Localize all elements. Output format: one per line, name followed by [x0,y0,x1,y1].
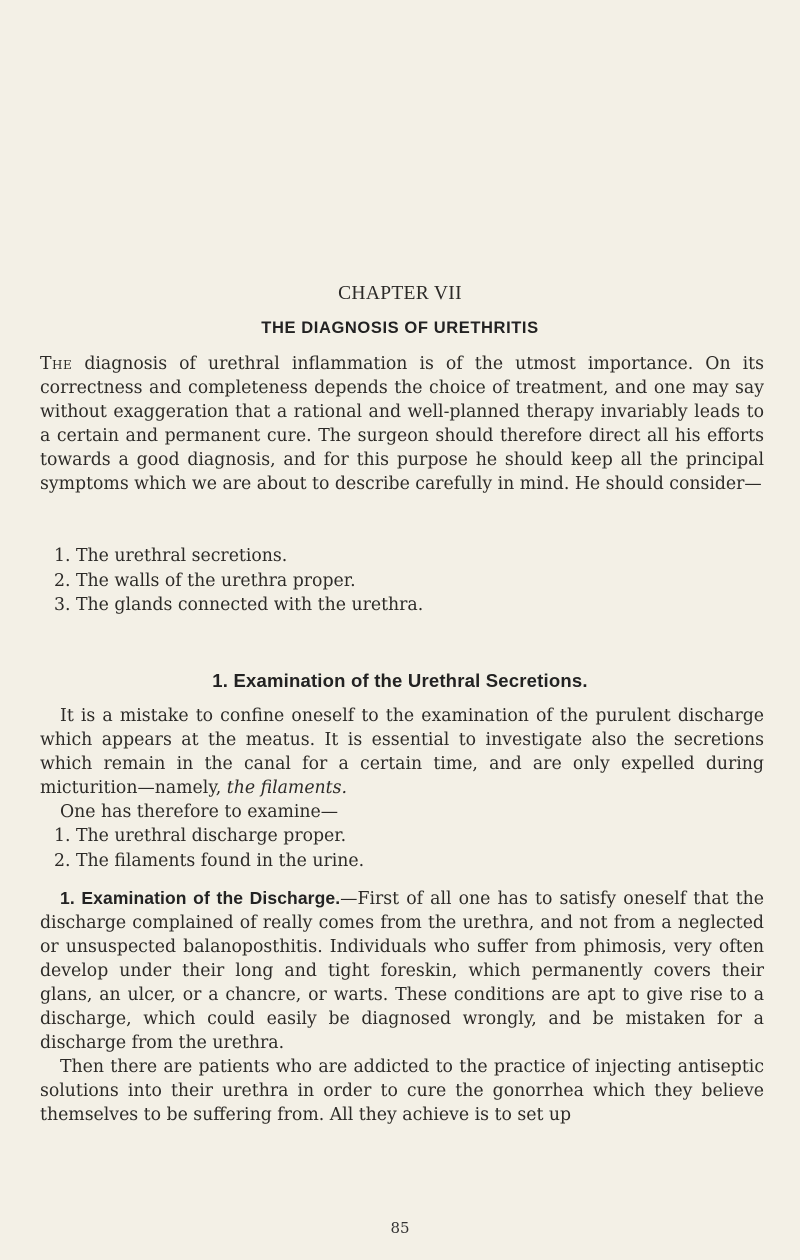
list-item [54,593,778,618]
list-item-text: The urethral secretions. [76,546,288,566]
intro-first-word: The [40,354,73,374]
list-item-number: 1. [54,826,71,846]
intro-paragraph [40,352,764,496]
subsection1-paragraph-text: —First of all one has to satisfy oneself that the discharge complained of really comes from the urethra, and not from a neglected or unsuspected balanoposthitis. Individuals who suffer from phimosis, very often develop under their long and tight foreskin, which permanently covers their glans, an ulcer, or a chancre, or warts. These conditions are apt to give rise to a discharge, which could easily be diagnosed wrongly, and be mistaken for a discharge from the urethra. [40,889,765,1053]
subsection1-paragraph [40,886,764,1055]
section1-italic-term: the filaments. [226,778,347,798]
list-item-number: 3. [54,595,71,615]
section1-paragraph-text: It is a mistake to confine oneself to the examination of the purulent discharge which appears at the meatus. It is essential to investigate also the secretions which remain in the canal for a certain time, and are only expelled during micturition—namely, [40,706,764,798]
list-item [54,544,778,569]
intro-text: diagnosis of urethral inflammation is of the utmost importance. On its correctness and completeness depends the choice of treatment, and one may say without exaggeration that a rational and well-planned therapy invariably leads to a certain and permanent cure. The surgeon should therefore direct all his efforts towards a good diagnosis, and for this purpose he should keep all the principal symptoms which we are about to describe carefully in mind. He should consider— [40,354,764,494]
section1-paragraph [40,704,764,800]
list-item-text: The glands connected with the urethra. [76,595,424,615]
list-item [54,849,778,874]
list-item-text: The walls of the urethra proper. [76,570,356,591]
considerations-list [54,544,778,618]
section-heading: 1. Examination of the Urethral Secretions. [212,670,588,691]
list-item-text: The urethral discharge proper. [76,826,347,846]
subsection-heading: 1. Examination of the Discharge. [60,888,341,908]
list-item-number: 1. [54,546,71,566]
examine-list [54,824,778,873]
list-item [54,824,778,849]
intro-block [40,352,764,496]
chapter-title: THE DIAGNOSIS OF URETHRITIS [261,319,539,337]
section1-block [40,704,764,824]
subsection1-block [40,886,764,1127]
examine-intro: One has therefore to examine— [60,802,339,822]
list-item-text: The filaments found in the urine. [76,850,365,871]
list-item-number: 2. [54,570,71,591]
page-number: 85 [390,1219,410,1237]
list-item-number: 2. [54,850,71,871]
chapter-number: CHAPTER VII [338,283,462,304]
subsection1-paragraph-2: Then there are patients who are addicted to the practice of injecting antiseptic solutions into their urethra in order to cure the gonorrhea which they believe themselves to be suffering from. All they achieve is to set up [40,1057,764,1125]
list-item [54,569,778,594]
